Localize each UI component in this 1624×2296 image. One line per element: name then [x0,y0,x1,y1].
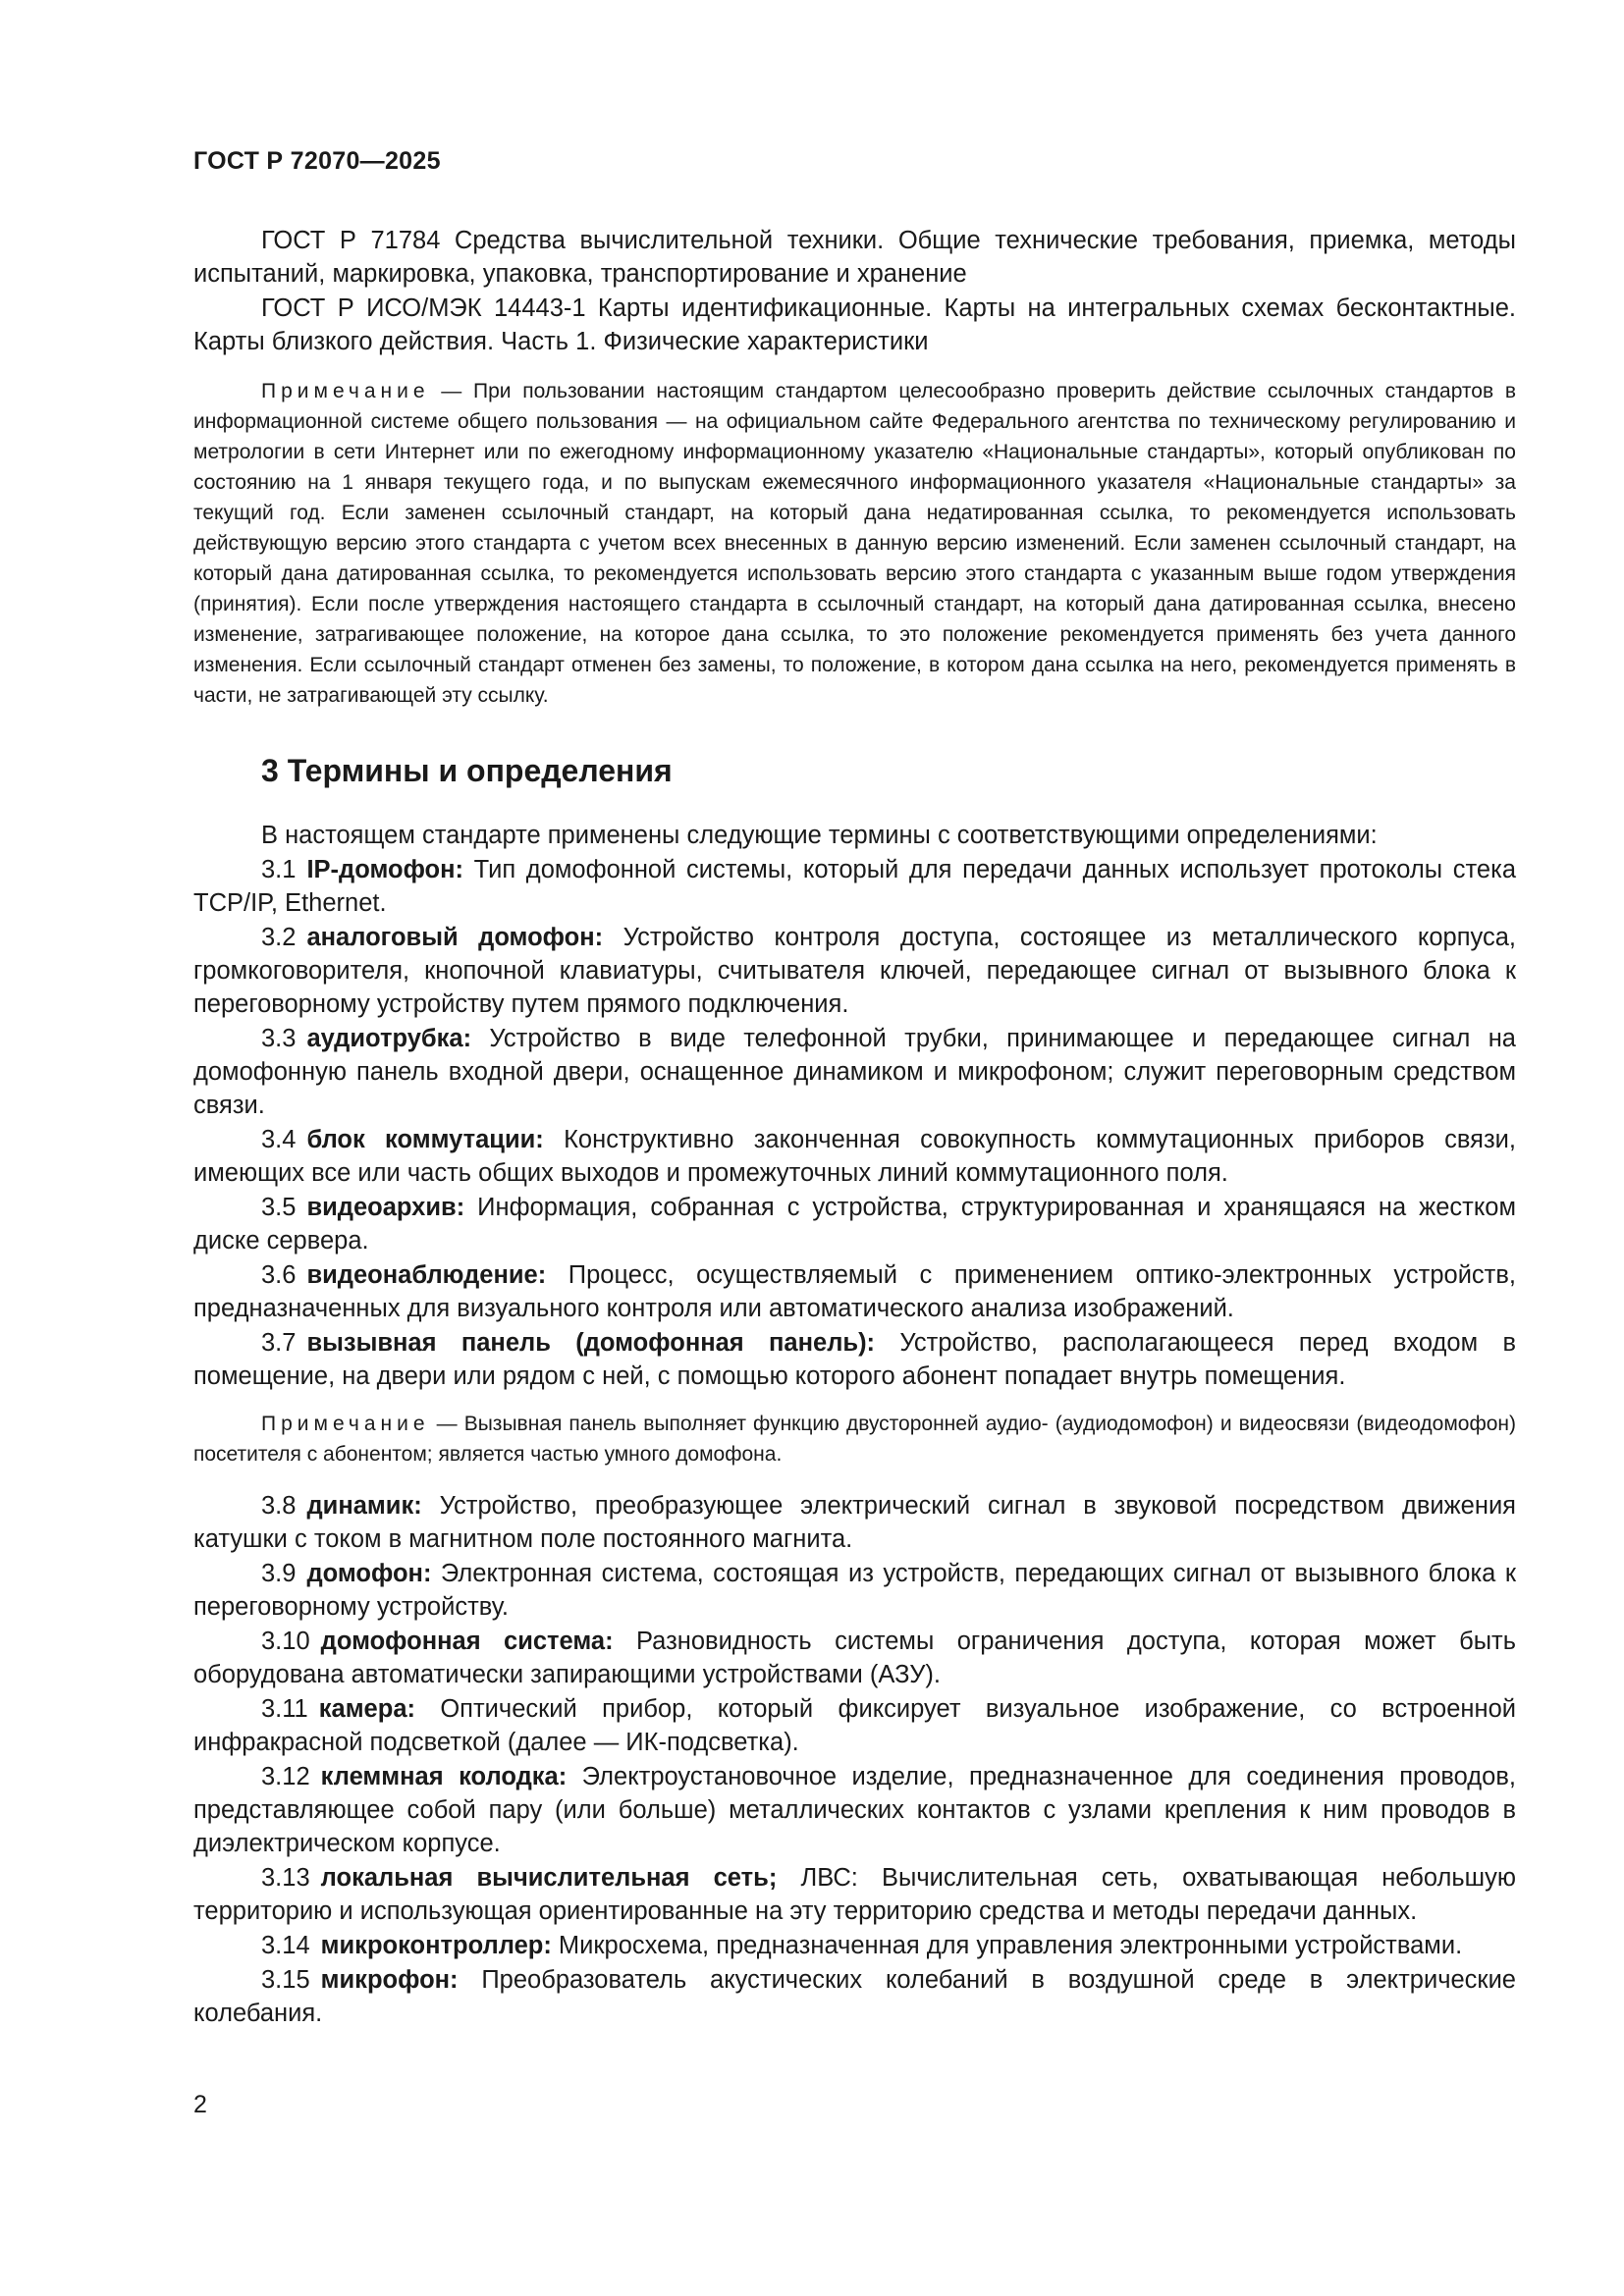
term-definition: Разновидность системы ограничения доступа, которая может быть оборудована автоматически запирающими устройствами (АЗУ). [193,1628,1516,1688]
term-entry [193,1022,1516,1122]
term-name: домофонная система: [320,1628,614,1655]
term-entry [193,1625,1516,1691]
term-name: клеммная колодка: [320,1763,568,1790]
term-entry [193,921,1516,1021]
term-definition: Электронная система, состоящая из устройств, передающих сигнал от вызывного блока к переговорному устройству. [193,1560,1516,1621]
term-entry [193,1326,1516,1393]
term-definition: Оптический прибор, который фиксирует визуальное изображение, со встроенной инфракрасной подсветкой (далее — ИК-подсветка). [193,1695,1516,1756]
term-definition: Устройство в виде телефонной трубки, принимающее и передающее сигнал на домофонную панель входной двери, оснащенное динамиком и микрофоном; служит переговорным средством связи. [193,1025,1516,1119]
term-number: 3.7 [261,1329,297,1357]
terms-intro: В настоящем стандарте применены следующие термины с соответствующими определениями: [261,822,1378,849]
note-label: Примечание [261,380,430,402]
term-entry [193,1929,1516,1962]
terms-list-a [193,853,1516,1393]
term-definition: Процесс, осуществляемый с применением оптико-электронных устройств, предназначенных для визуального контроля или автоматического анализа изображений. [193,1261,1516,1322]
document-header: ГОСТ Р 72070—2025 [193,147,441,175]
note-label: Примечание [261,1413,430,1435]
term-entry [193,1861,1516,1928]
term-entry [193,1557,1516,1624]
term-number: 3.1 [261,856,297,883]
note-call-panel [193,1409,1516,1469]
term-number: 3.5 [261,1194,297,1221]
term-name: видеоархив: [306,1194,465,1221]
term-number: 3.4 [261,1126,297,1153]
term-name: домофон: [306,1560,432,1587]
term-number: 3.10 [261,1628,310,1655]
term-definition: Конструктивно законченная совокупность коммутационных приборов связи, имеющих все или часть общих выходов и промежуточных линий коммутационного поля. [193,1126,1516,1187]
term-name: камера: [318,1695,415,1723]
term-number: 3.8 [261,1492,297,1520]
term-name: микроконтроллер: [320,1932,552,1959]
term-entry [193,1760,1516,1860]
note-references [193,376,1516,711]
term-name: аналоговый домофон: [306,924,604,951]
term-number: 3.3 [261,1025,297,1052]
term-name: аудиотрубка: [306,1025,472,1052]
term-entry [193,1692,1516,1759]
term-definition: Электроустановочное изделие, предназначенное для соединения проводов, представляющее собой пару (или больше) металлических контактов с узлами крепления к ним проводов в диэлектрическом корпусе. [193,1763,1516,1857]
term-number: 3.15 [261,1966,310,1994]
term-number: 3.14 [261,1932,310,1959]
page-number: 2 [193,2091,207,2118]
term-name: локальная вычислительная сеть; [320,1864,778,1892]
term-number: 3.12 [261,1763,310,1790]
page-content [193,224,1516,2030]
term-number: 3.11 [261,1695,308,1723]
term-definition: Устройство, располагающееся перед входом в помещение, на двери или рядом с ней, с помощью которого абонент попадает внутрь помещения. [193,1329,1517,1390]
term-entry [193,853,1516,920]
term-definition: Тип домофонной системы, который для передачи данных использует протоколы стека TCP/IP, Ethernet. [193,856,1516,917]
note-text: — При пользовании настоящим стандартом целесообразно проверить действие ссылочных стандартов в информационной системе общего пользования — на официальном сайте Федерального агентства по техническому регулированию и метрологии в сети Интернет или по ежегодному информационному указателю «Национальные стандарты», который опубликован по состоянию на 1 января текущего года, и по выпускам ежемесячного информационного указателя «Национальные стандарты» за текущий год. Если заменен ссылочный стандарт, на который дана недатированная ссылка, то рекомендуется использовать действующую версию этого стандарта с учетом всех внесенных в данную версию изменений. Если заменен ссылочный стандарт, на который дана датированная ссылка, то рекомендуется использовать версию этого стандарта с указанным выше годом утверждения (принятия). Если после утверждения настоящего стандарта в ссылочный стандарт, на который дана датированная ссылка, внесено изменение, затрагивающее положение, на которое дана ссылка, то это положение рекомендуется применять без учета данного изменения. Если ссылочный стандарт отменен без замены, то положение, в котором дана ссылка на него, рекомендуется применять в части, не затрагивающей эту ссылку. [193,380,1516,707]
term-definition: Информация, собранная с устройства, структурированная и хранящаяся на жестком диске сервера. [193,1194,1516,1255]
term-entry [193,1489,1516,1556]
reference-item: ГОСТ Р ИСО/МЭК 14443-1 Карты идентификационные. Карты на интегральных схемах бесконтактные. Карты близкого действия. Часть 1. Физические характеристики [193,294,1516,355]
term-name: микрофон: [320,1966,459,1994]
term-name: динамик: [306,1492,422,1520]
term-number: 3.6 [261,1261,297,1289]
term-definition: Устройство контроля доступа, состоящее из металлического корпуса, громкоговорителя, кнопочной клавиатуры, считывателя ключей, передающее сигнал от вызывного блока к переговорному устройству путем прямого подключения. [193,924,1516,1018]
reference-item: ГОСТ Р 71784 Средства вычислительной техники. Общие технические требования, приемка, методы испытаний, маркировка, упаковка, транспортирование и хранение [193,227,1516,288]
term-number: 3.2 [261,924,297,951]
term-name: видеонаблюдение: [306,1261,547,1289]
term-definition: Преобразователь акустических колебаний в воздушной среде в электрические колебания. [193,1966,1516,2027]
term-name: блок коммутации: [306,1126,544,1153]
term-entry [193,1191,1516,1257]
term-definition: Устройство, преобразующее электрический сигнал в звуковой посредством движения катушки с током в магнитном поле постоянного магнита. [193,1492,1516,1553]
term-number: 3.13 [261,1864,310,1892]
term-name: IP-домофон: [306,856,464,883]
term-definition: Микросхема, предназначенная для управления электронными устройствами. [551,1932,1463,1959]
section-heading: 3 Термины и определения [261,753,673,788]
references-list [193,224,1516,358]
term-name: вызывная панель (домофонная панель): [306,1329,876,1357]
note-text: — Вызывная панель выполняет функцию двусторонней аудио- (аудиодомофон) и видеосвязи (видеодомофон) посетителя с абонентом; является частью умного домофона. [193,1413,1516,1466]
term-definition: ЛВС: Вычислительная сеть, охватывающая небольшую территорию и использующая ориентированные на эту территорию средства и методы передачи данных. [193,1864,1517,1925]
terms-list-b [193,1489,1516,2030]
term-entry [193,1258,1516,1325]
term-number: 3.9 [261,1560,297,1587]
term-entry [193,1123,1516,1190]
term-entry [193,1963,1516,2030]
